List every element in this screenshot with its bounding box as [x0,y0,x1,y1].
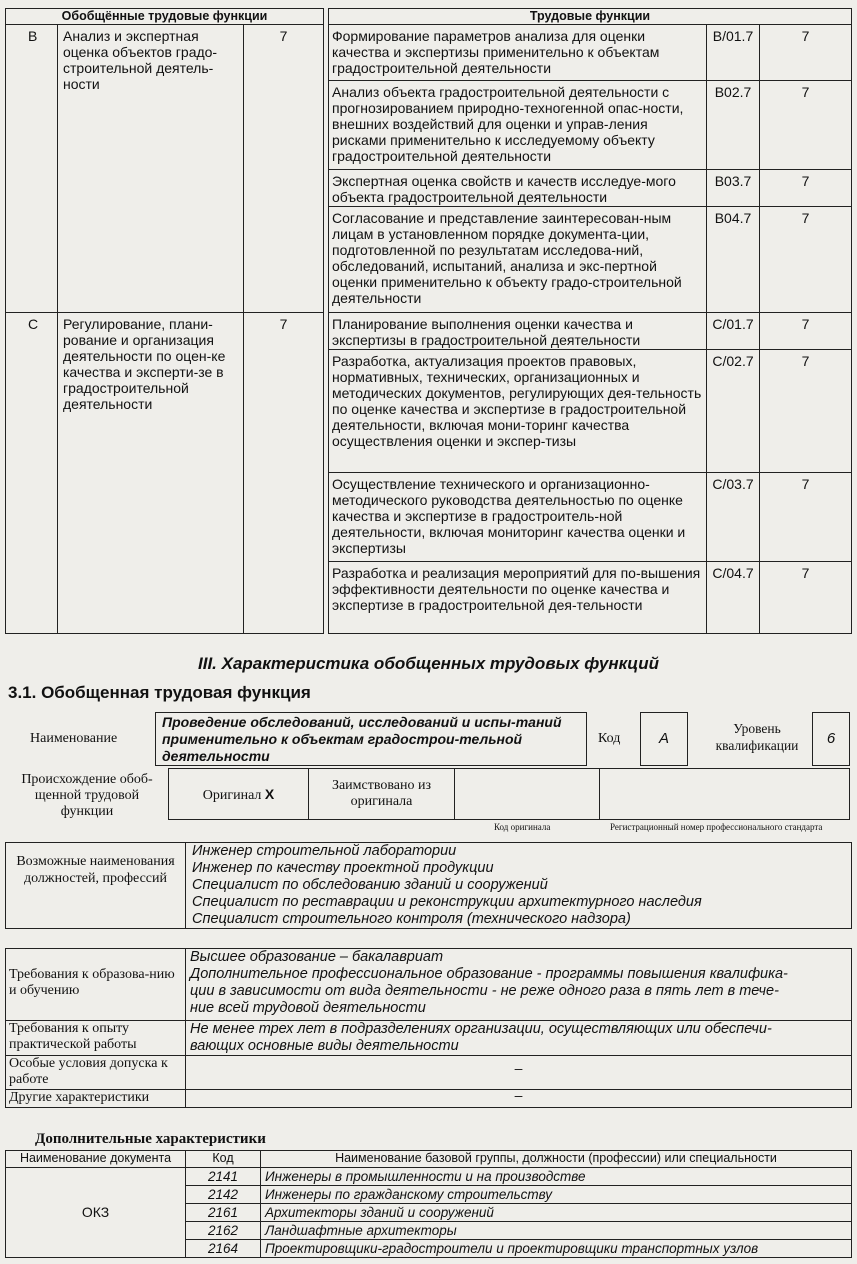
group-level: 7 [244,313,324,634]
okz-name: Ландшафтные архитекторы [261,1222,852,1240]
list-item: Специалист по реставрации и реконструкции архитектурного наследия [192,894,702,910]
subsection-title: 3.1. Обобщенная трудовая функция [8,683,311,702]
name-label: Наименование [30,731,118,746]
experience-value [186,1021,852,1056]
function-name: Разработка и реализация мероприятий для по-вышения эффективности деятельности по оценке качества и экспертизе в градостроительной дея-тельности [329,562,707,634]
okz-name: Инженеры по гражданскому строительству [261,1186,852,1204]
function-level: 7 [760,350,852,473]
section-title: III. Характеристика обобщенных трудовых функций [198,654,659,673]
function-level: 7 [760,25,852,81]
group-name: Анализ и экспертная оценка объектов градо-строительной деятель-ности [58,25,244,313]
function-level: 7 [760,207,852,313]
requirements-table [5,948,852,1108]
qualification-level-box: 6 [812,712,850,766]
function-code: B/01.7 [707,25,760,81]
origin-label: Происхождение обоб-щенной трудовой функции [21,772,153,819]
positions-table [5,842,852,929]
group-name: Регулирование, плани-рование и организация деятельности по оцен-ке качества и эксперти-зе в градостроительной деятельности [58,313,244,634]
okz-code: 2142 [186,1186,261,1204]
function-code: C/03.7 [707,473,760,562]
other-characteristics-value: – [186,1090,852,1108]
text-line: Не менее трех лет в подразделениях организации, осуществляющих или обеспечи- [190,1021,772,1037]
text-line: ние всей трудовой деятельности [190,1000,426,1016]
special-conditions-label: Особые условия допуска к работе [6,1056,186,1090]
table-row [6,949,852,1021]
header-document: Наименование документа [6,1151,186,1168]
function-name: Разработка, актуализация проектов правовых, нормативных, технических, организационных и методических документов, регулирующих дея-тельность по оценке качества и экспертизе в градостроительной деятельности, включая мони-торинг качества осуществления оценки и экспер-тизы [329,350,707,473]
header-labor-functions: Трудовые функции [329,9,852,25]
table-row [6,313,852,350]
code-label: Код [598,731,621,746]
okz-name: Инженеры в промышленности и на производстве [261,1168,852,1186]
function-level: 7 [760,562,852,634]
table-row [6,1168,852,1186]
code-box: A [640,712,688,766]
function-name: Формирование параметров анализа для оценки качества и экспертизы применительно к объектам градостроительной деятельности [329,25,707,81]
okz-code: 2164 [186,1240,261,1258]
function-name: Анализ объекта градостроительной деятельности с прогнозированием природно-техногенной опас-ности, внешних воздействий для оценки и управ-ления рисками применительно к исследуемому объекту градостроительной деятельности [329,81,707,170]
document-name: ОКЗ [6,1168,186,1258]
function-code: B03.7 [707,170,760,207]
function-level: 7 [760,170,852,207]
header-code: Код [186,1151,261,1168]
origin-original-label: Оригинал [202,788,262,803]
okz-code: 2161 [186,1204,261,1222]
table-row [6,25,852,81]
labor-functions-table [5,8,852,634]
education-label: Требования к образова-нию и обучению [6,949,186,1021]
text-line: ции в зависимости от вида деятельности - не реже одного раза в пять лет в тече- [190,983,779,999]
text-line: Дополнительное профессиональное образование - программы повышения квалифика- [190,966,788,982]
list-item: Специалист по обследованию зданий и сооружений [192,877,548,893]
list-item: Инженер по качеству проектной продукции [192,860,494,876]
function-name: Экспертная оценка свойств и качеств исследуе-мого объекта градостроительной деятельности [329,170,707,207]
function-level: 7 [760,313,852,350]
origin-registration-cell [600,769,849,819]
experience-label: Требования к опыту практической работы [6,1021,186,1056]
function-code: C/04.7 [707,562,760,634]
table-header-row [6,1151,852,1168]
group-letter: B [6,25,58,313]
function-code: C/02.7 [707,350,760,473]
table-row [6,1056,852,1090]
function-code: B02.7 [707,81,760,170]
positions-label: Возможные наименования должностей, профессий [6,843,186,929]
okz-code: 2141 [186,1168,261,1186]
origin-original-mark: X [264,786,275,802]
function-name: Согласование и представление заинтересован-ным лицам в установленном порядке документа-ции, подготовленной по результатам исследова-ний, обследований, испытаний, анализа и экс-пертной оценки применительно к объекту градо-строительной деятельности [329,207,707,313]
other-characteristics-label: Другие характеристики [6,1090,186,1108]
table-header-row [6,9,852,25]
table-row [6,1021,852,1056]
origin-code-cell [455,769,600,819]
function-name: Планирование выполнения оценки качества и экспертизы в градостроительной деятельности [329,313,707,350]
origin-code-caption: Код оригинала [494,822,551,832]
function-code: B04.7 [707,207,760,313]
origin-borrowed-cell: Заимствовано из оригинала [309,769,455,819]
table-row [6,1090,852,1108]
positions-list [186,843,852,929]
function-level: 7 [760,81,852,170]
group-letter: C [6,313,58,634]
function-name-box: Проведение обследований, исследований и испы-таний применительно к объектам градострои-тельной деятельности [155,712,587,766]
qualification-level-label: Уровень квалификации [715,721,799,753]
additional-table [5,1150,852,1258]
list-item: Инженер строительной лаборатории [192,843,457,859]
header-name: Наименование базовой группы, должности (профессии) или специальности [261,1151,852,1168]
text-line: вающих основные виды деятельности [190,1038,459,1054]
function-code: C/01.7 [707,313,760,350]
header-generalized-functions: Обобщённые трудовые функции [6,9,324,25]
special-conditions-value: – [186,1056,852,1090]
origin-registration-caption: Регистрационный номер профессионального стандарта [610,822,823,832]
education-value [186,949,852,1021]
function-name: Осуществление технического и организационно-методического руководства деятельностью по оценке качества и экспертизе в градостроитель-ной деятельности, включая мониторинг качества оценки и экспертизы [329,473,707,562]
okz-code: 2162 [186,1222,261,1240]
origin-row [168,768,850,820]
list-item: Специалист строительного контроля (технического надзора) [192,911,631,927]
group-level: 7 [244,25,324,313]
okz-name: Проектировщики-градостроители и проектировщики транспортных узлов [261,1240,852,1258]
additional-title: Дополнительные характеристики [35,1131,266,1147]
function-level: 7 [760,473,852,562]
text-line: Высшее образование – бакалавриат [190,949,444,965]
origin-original-cell [169,769,309,819]
okz-name: Архитекторы зданий и сооружений [261,1204,852,1222]
